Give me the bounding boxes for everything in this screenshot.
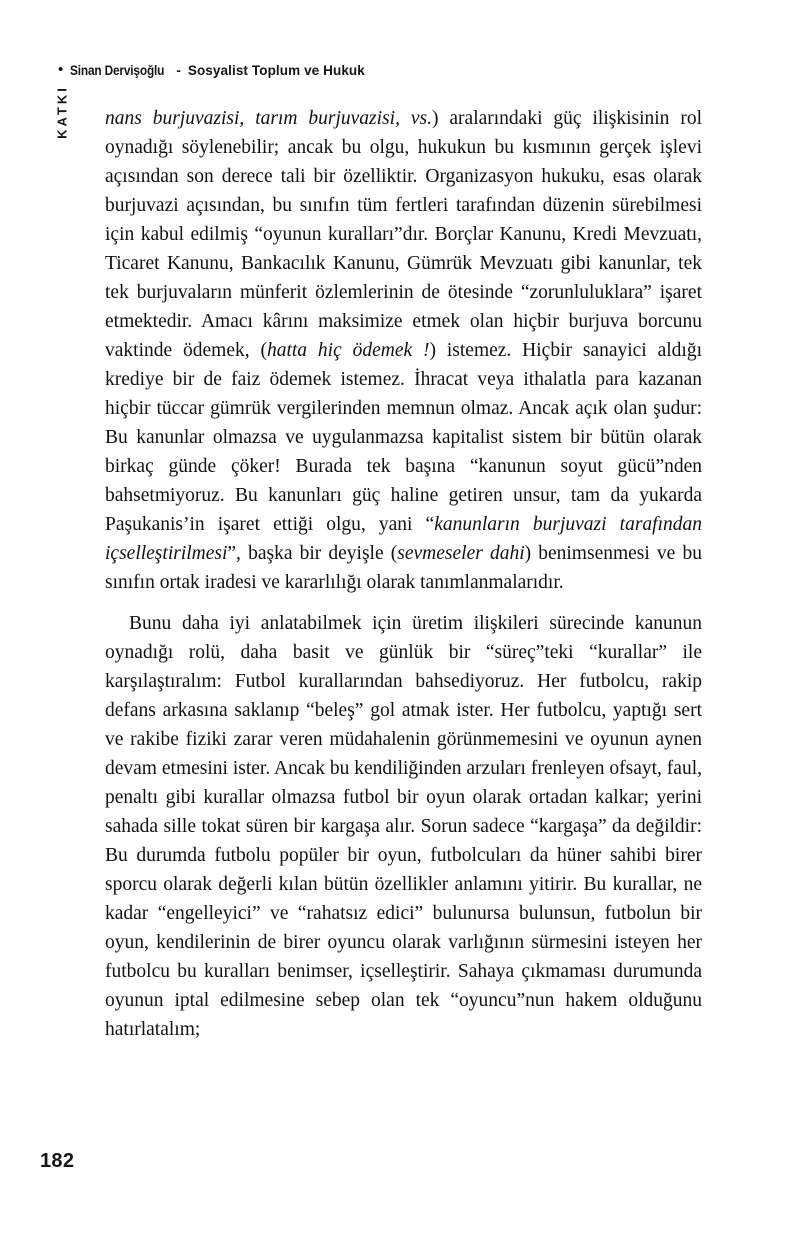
body-paragraphs	[105, 104, 702, 1044]
page-header	[58, 63, 365, 78]
italic-text: kanunların burjuvazi tarafından içselleştirilmesi	[105, 514, 702, 564]
body-text-segment: ) aralarındaki güç ilişkisinin rol oynadığı söylenebilir; ancak bu olgu, hukukun bu kısmının gerçek işlevi açısından son derece tali bir özelliktir. Organizasyon hukuku, esas olarak burjuvazi açısından, bu sınıfın tüm fertleri tarafından düzenin sürebilmesi için kabul edilmiş “oyunun kuralları”dır. Borçlar Kanunu, Kredi Mevzuatı, Ticaret Kanunu, Bankacılık Kanunu, Gümrük Mevzuatı gibi kanunlar, tek tek burjuvaların münferit özlemlerinin de ötesinde “zorunluluklara” işaret etmektedir. Amacı kârını maksimize etmek olan hiçbir burjuva borcunu vaktinde ödemek, (	[105, 108, 703, 361]
body-text-segment: ) benimsenmesi ve bu sınıfın ortak iradesi ve kararlılığı olarak tanımlanmalarıdır.	[105, 543, 702, 593]
italic-text: nans burjuvazisi, tarım burjuvazisi, vs.	[105, 108, 432, 129]
side-label-katki: KATKI	[54, 85, 70, 139]
header-separator: -	[176, 63, 181, 78]
bullet-icon: •	[58, 61, 64, 78]
body-text-segment: Bunu daha iyi anlatabilmek için üretim ilişkileri sürecinde kanunun oynadığı rolü, daha basit ve günlük bir “süreç”teki “kurallar” ile karşılaştıralım: Futbol kurallarından bahsediyoruz. Her futbolcu, rakip defans arkasına saklanıp “beleş” gol atmak ister. Her futbolcu, yaptığı sert ve rakibe fiziki zarar veren müdahalenin görünmemesini ve oyunun aynen devam etmesini ister. Ancak bu kendiliğinden arzuları frenleyen ofsayt, faul, penaltı gibi kurallar olmazsa futbol bir oyun olarak ortadan kalkar; yerini sahada sille tokat süren bir kargaşa alır. Sorun sadece “kargaşa” da değildir: Bu durumda futbolu popüler bir oyun, futbolcuları da hüner sahibi birer sporcu olarak değerli kılan bütün özellikler anlamını yitirir. Bu kurallar, ne kadar “engelleyici” ve “rahatsız edici” bulunursa bulunsun, futbolun bir oyun, kendilerinin de birer oyuncu olarak varlığının sürmesini isteyen her futbolcu bu kuralları benimser, içselleştirir. Sahaya çıkmaması durumunda oyunun iptal edilmesine sebep olan tek “oyuncu”nun hakem olduğunu hatırlatalım;	[105, 613, 702, 1040]
italic-text: sevmeseler dahi	[397, 543, 525, 564]
paragraph	[105, 609, 702, 1044]
body-text-segment: ) istemez. Hiçbir sanayici aldığı krediye bir de faiz ödemek istemez. İhracat veya ithalatla para kazanan hiçbir tüccar gümrük vergilerinden memnun olmaz. Ancak açık olan şudur: Bu kanunlar olmazsa ve uygulanmazsa kapitalist sistem bir bütün olarak birkaç günde çöker! Burada tek başına “kanunun soyut gücü”nden bahsetmiyoruz. Bu kanunları güç haline getiren unsur, tam da yukarda Paşukanis’in işaret ettiği olgu, yani “	[105, 340, 702, 535]
header-book-title: Sosyalist Toplum ve Hukuk	[187, 63, 365, 78]
body-text-segment: ”, başka bir deyişle (	[227, 543, 398, 564]
paragraph	[105, 104, 702, 597]
header-author: Sinan Dervişoğlu	[70, 63, 165, 78]
italic-text: hatta hiç ödemek !	[266, 340, 430, 361]
page-number: 182	[40, 1150, 75, 1172]
